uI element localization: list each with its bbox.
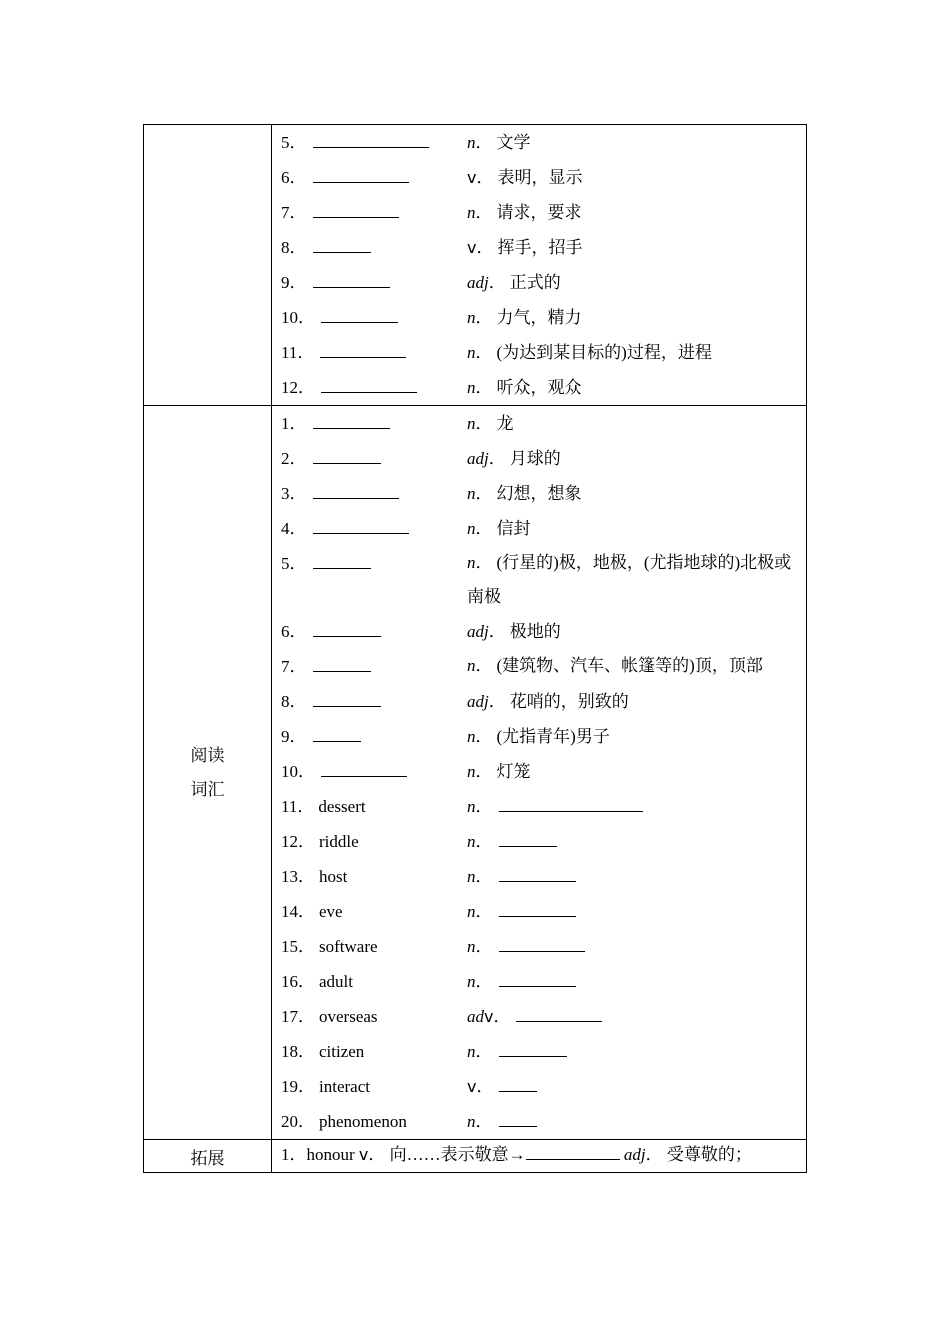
item-number: 6． <box>281 622 307 641</box>
part-of-speech: n <box>467 762 476 781</box>
definition: (行星的)极，地极，(尤指地球的)北极或南极 <box>467 553 792 606</box>
answer-blank[interactable] <box>499 796 643 812</box>
vocab-row: 8． adj． 花哨的，别致的 <box>281 692 629 711</box>
item-number: 10． <box>281 308 315 327</box>
answer-blank[interactable] <box>313 448 381 464</box>
vocab-row: 9． n． (尤指青年)男子 <box>281 727 610 746</box>
definition: 龙 <box>496 414 514 433</box>
answer-blank[interactable] <box>313 483 399 499</box>
answer-blank[interactable] <box>313 553 371 569</box>
definition: 正式的 <box>509 273 561 292</box>
part-of-speech: n <box>467 902 476 921</box>
part-of-speech: n <box>467 972 476 991</box>
vocab-row: 13． host n． <box>272 859 806 894</box>
vocab-row: 6． v． 表明，显示 <box>281 168 583 187</box>
category-cell-reading <box>144 406 272 1140</box>
vocab-row: 17． overseas adv． <box>272 999 806 1034</box>
part-of-speech: v <box>467 238 477 257</box>
english-word: host <box>319 867 348 886</box>
category-label-line2: 词汇 <box>190 779 225 799</box>
answer-blank[interactable] <box>321 307 398 323</box>
definition: 文学 <box>496 133 531 152</box>
item-number: 10． <box>281 762 315 781</box>
vocab-row: 12． n． 听众，观众 <box>281 378 582 397</box>
section-row-3 <box>144 1140 807 1173</box>
english-word: software <box>319 937 378 956</box>
item-number: 2． <box>281 449 307 468</box>
item-number: 14． <box>281 902 315 921</box>
english-word: riddle <box>319 832 359 851</box>
answer-blank[interactable] <box>313 691 381 707</box>
item-number: 13． <box>281 867 315 886</box>
content-cell-3 <box>272 1140 807 1173</box>
answer-blank[interactable] <box>499 936 585 952</box>
vocab-row: 10． n． 力气，精力 <box>281 308 582 327</box>
part-of-speech: n <box>467 414 476 433</box>
part-of-speech: n <box>467 832 476 851</box>
answer-blank[interactable] <box>526 1144 620 1160</box>
vocab-row: 9． adj． 正式的 <box>281 273 561 292</box>
part-of-speech: adj <box>467 622 489 641</box>
vocab-row: 1． n． 龙 <box>281 414 514 433</box>
english-word: overseas <box>319 1007 378 1026</box>
english-word: eve <box>319 902 343 921</box>
item-number: 9． <box>281 727 307 746</box>
vocab-row: 12． riddle n． <box>272 824 806 859</box>
answer-blank[interactable] <box>313 167 409 183</box>
definition: 信封 <box>496 519 531 538</box>
item-number: 18． <box>281 1042 315 1061</box>
part-of-speech: n <box>467 937 476 956</box>
vocab-list-2 <box>272 406 806 1139</box>
ext-pos1: v <box>358 1145 369 1164</box>
definition: (尤指青年)男子 <box>496 727 610 746</box>
vocab-row: 6． adj． 极地的 <box>281 622 561 641</box>
part-of-speech: n <box>467 1042 476 1061</box>
ext-pos2: adj <box>623 1145 646 1164</box>
definition: (为达到某目标的)过程，进程 <box>496 343 712 362</box>
item-number: 7． <box>281 203 307 222</box>
answer-blank[interactable] <box>313 202 399 218</box>
definition: 月球的 <box>509 449 561 468</box>
part-of-speech: n <box>467 343 476 362</box>
item-number: 15． <box>281 937 315 956</box>
english-word: citizen <box>319 1042 365 1061</box>
vocab-row: 10． n． 灯笼 <box>281 762 531 781</box>
answer-blank[interactable] <box>499 901 576 917</box>
content-cell-1 <box>272 125 807 406</box>
definition: 听众，观众 <box>496 378 582 397</box>
definition: 表明，显示 <box>497 168 583 187</box>
ext-word: honour <box>306 1145 355 1164</box>
part-of-speech: v <box>467 1077 477 1096</box>
part-of-speech: adj <box>467 273 489 292</box>
item-number: 9． <box>281 273 307 292</box>
item-number: 19． <box>281 1077 315 1096</box>
category-label-line1: 阅读 <box>190 745 225 765</box>
vocab-row: 20． phenomenon n． <box>272 1104 806 1139</box>
definition: 灯笼 <box>496 762 531 781</box>
section-row-1 <box>144 125 807 406</box>
vocab-row: 5． n． (行星的)极，地极，(尤指地球的)北极或南极 <box>281 553 792 606</box>
english-word: adult <box>319 972 353 991</box>
definition: 力气，精力 <box>496 308 582 327</box>
ext-num: 1． <box>281 1145 307 1164</box>
part-of-speech: n <box>467 656 476 675</box>
vocab-row: 11． dessert n． <box>272 789 806 824</box>
item-number: 20． <box>281 1112 315 1131</box>
answer-blank[interactable] <box>321 761 407 777</box>
part-of-speech: n <box>467 378 476 397</box>
vocab-row: 14． eve n． <box>272 894 806 929</box>
answer-blank[interactable] <box>313 413 390 429</box>
item-number: 8． <box>281 692 307 711</box>
part-of-speech: adj <box>467 449 489 468</box>
answer-blank[interactable] <box>499 831 557 847</box>
vocab-row: 8． v． 挥手，招手 <box>281 238 583 257</box>
item-number: 11． <box>281 797 315 816</box>
part-of-speech: n <box>467 727 476 746</box>
vocab-row: 16． adult n． <box>272 964 806 999</box>
item-number: 11． <box>281 343 315 362</box>
item-number: 12． <box>281 832 315 851</box>
part-of-speech: n <box>467 797 476 816</box>
category-cell-extension <box>144 1140 272 1173</box>
vocab-row: 15． software n． <box>272 929 806 964</box>
section-row-2 <box>144 406 807 1140</box>
item-number: 1． <box>281 414 307 433</box>
vocab-row: 11． n． (为达到某目标的)过程，进程 <box>281 343 712 362</box>
part-of-speech: n <box>467 553 476 572</box>
item-number: 4． <box>281 519 307 538</box>
vocab-row: 4． n． 信封 <box>281 519 531 538</box>
definition: 请求，要求 <box>496 203 582 222</box>
part-of-speech: n <box>467 484 476 503</box>
english-word: phenomenon <box>319 1112 407 1131</box>
ext-gloss1: 向……表示敬意→ <box>389 1145 526 1164</box>
category-cell-empty <box>144 125 272 406</box>
answer-blank[interactable] <box>499 866 576 882</box>
part-of-speech: n <box>467 308 476 327</box>
part-of-speech: n <box>467 867 476 886</box>
item-number: 3． <box>281 484 307 503</box>
answer-blank[interactable] <box>321 377 417 393</box>
content-cell-2 <box>272 406 807 1140</box>
item-number: 17． <box>281 1007 315 1026</box>
extension-row: 1．honour v． 向……表示敬意→ adj． 受尊敬的； <box>281 1145 752 1164</box>
category-label-extension: 拓展 <box>190 1148 225 1168</box>
vocab-row: 7． n． 请求，要求 <box>281 203 582 222</box>
answer-blank[interactable] <box>313 132 429 148</box>
definition: 花哨的，别致的 <box>509 692 629 711</box>
answer-blank[interactable] <box>313 237 371 253</box>
definition: 极地的 <box>509 622 561 641</box>
definition: (建筑物、汽车、帐篷等的)顶，顶部 <box>496 656 763 675</box>
english-word: interact <box>319 1077 370 1096</box>
item-number: 16． <box>281 972 315 991</box>
definition: 幻想，想象 <box>496 484 582 503</box>
vocabulary-table <box>143 124 807 1173</box>
answer-blank[interactable] <box>313 518 409 534</box>
vocab-row: 19． interact v． <box>272 1069 806 1104</box>
answer-blank[interactable] <box>313 656 371 672</box>
vocab-row: 7． n． (建筑物、汽车、帐篷等的)顶，顶部 <box>281 656 763 676</box>
part-of-speech: adj <box>467 692 489 711</box>
item-number: 5． <box>281 133 307 152</box>
item-number: 7． <box>281 657 307 676</box>
answer-blank[interactable] <box>499 1111 537 1127</box>
part-of-speech: n <box>467 519 476 538</box>
ext-gloss2: 受尊敬的； <box>666 1145 752 1164</box>
item-number: 6． <box>281 168 307 187</box>
vocab-row: 5． n． 文学 <box>281 133 531 152</box>
part-of-speech: n <box>467 203 476 222</box>
answer-blank[interactable] <box>313 726 361 742</box>
english-word: dessert <box>318 797 366 816</box>
answer-blank[interactable] <box>499 1076 537 1092</box>
part-of-speech: v <box>467 168 477 187</box>
answer-blank[interactable] <box>499 971 576 987</box>
answer-blank[interactable] <box>499 1041 567 1057</box>
answer-blank[interactable] <box>320 342 406 358</box>
definition: 挥手，招手 <box>497 238 583 257</box>
item-number: 8． <box>281 238 307 257</box>
vocab-row: 18． citizen n． <box>272 1034 806 1069</box>
answer-blank[interactable] <box>516 1006 602 1022</box>
item-number: 5． <box>281 554 307 573</box>
vocab-row: 3． n． 幻想，想象 <box>281 484 582 503</box>
vocab-list-1 <box>272 125 806 405</box>
vocab-row: 2． adj． 月球的 <box>281 449 561 468</box>
part-of-speech: n <box>467 1112 476 1131</box>
item-number: 12． <box>281 378 315 397</box>
part-of-speech: adv <box>467 1007 494 1026</box>
answer-blank[interactable] <box>313 272 390 288</box>
answer-blank[interactable] <box>313 621 381 637</box>
part-of-speech: n <box>467 133 476 152</box>
